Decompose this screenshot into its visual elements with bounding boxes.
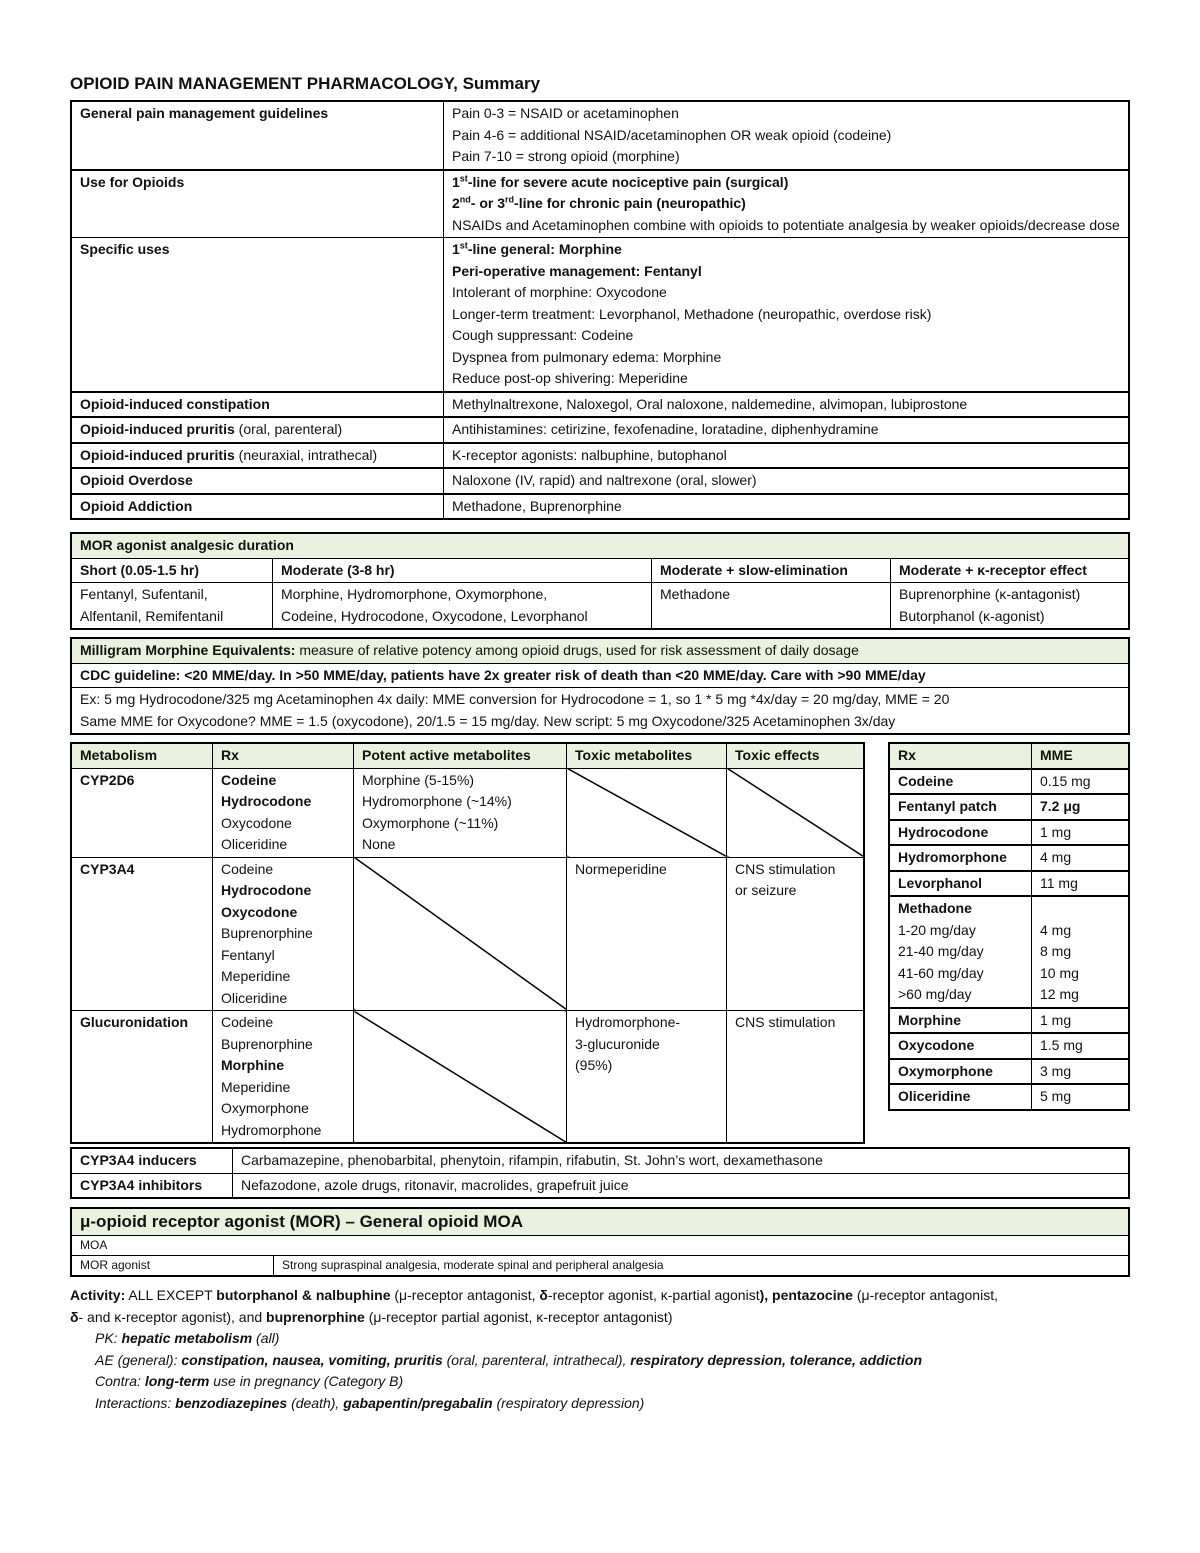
cyp3a4-value: Carbamazepine, phenobarbital, phenytoin, rifampin, rifabutin, St. John’s wort, dexamethasone (233, 1148, 1130, 1173)
rx-mme-header: MME (1032, 743, 1130, 769)
metabolism-header: Metabolism (71, 743, 213, 768)
guideline-value: Methadone, Buprenorphine (444, 494, 1130, 520)
guideline-label: Opioid-induced pruritis (neuraxial, intrathecal) (71, 443, 444, 469)
rx-mme: 1 mg (1032, 820, 1130, 846)
metabolism-table (70, 742, 865, 1144)
rx-mme-methadone: 4 mg 8 mg 10 mg 12 mg (1032, 896, 1130, 1008)
moa-title: μ-opioid receptor agonist (MOR) – General opioid MOA (71, 1208, 1129, 1236)
mme-heading: Milligram Morphine Equivalents: measure of relative potency among opioid drugs, used for risk assessment of daily dosage (71, 638, 1129, 663)
page-title: OPIOID PAIN MANAGEMENT PHARMACOLOGY, Summary (70, 74, 541, 93)
rx-mme: 1.5 mg (1032, 1033, 1130, 1059)
moa-label: MOR agonist (71, 1256, 274, 1277)
rx-name: Levorphanol (889, 871, 1032, 897)
metabolism-rx: Codeine Buprenorphine Morphine Meperidine Oxymorphone Hydromorphone (213, 1011, 354, 1144)
empty-cell (354, 1011, 567, 1144)
guideline-value: 1st-line for severe acute nociceptive pain (surgical) 2nd- or 3rd-line for chronic pain (neuropathic) NSAIDs and Acetaminophen combine with opioids to potentiate analgesia by weaker opioids/decrease dose (444, 170, 1130, 238)
duration-cell: Fentanyl, Sufentanil, Alfentanil, Remifentanil (71, 583, 273, 630)
rx-name: Oliceridine (889, 1084, 1032, 1110)
rx-name: Oxymorphone (889, 1059, 1032, 1085)
metabolism-header: Toxic metabolites (567, 743, 727, 768)
rx-mme: 3 mg (1032, 1059, 1130, 1085)
guideline-value: Pain 0-3 = NSAID or acetaminophen Pain 4-6 = additional NSAID/acetaminophen OR weak opioid (codeine) Pain 7-10 = strong opioid (morphine) (444, 101, 1130, 170)
guideline-value: Antihistamines: cetirizine, fexofenadine, loratadine, diphenhydramine (444, 417, 1130, 443)
duration-header: Moderate + κ-receptor effect (891, 558, 1130, 583)
interactions-line: Interactions: benzodiazepines (death), gabapentin/pregabalin (respiratory depression) (95, 1394, 645, 1411)
rx-name: Hydromorphone (889, 845, 1032, 871)
activity-note: Activity: ALL EXCEPT butorphanol & nalbuphine (μ-receptor antagonist, δ-receptor agonist, κ-partial agonist), pentazocine (μ-receptor antagonist, δ- and κ-receptor agonist), and buprenorphine (μ-receptor partial agonist, κ-receptor antagonist) (70, 1287, 998, 1325)
cyp3a4-label: CYP3A4 inducers (71, 1148, 233, 1173)
metabolism-effects: CNS stimulation or seizure (727, 857, 865, 1011)
metabolism-header: Rx (213, 743, 354, 768)
mme-example: Ex: 5 mg Hydrocodone/325 mg Acetaminophen 4x daily: MME conversion for Hydrocodone = 1, so 1 * 5 mg *4x/day = 20 mg/day, MME = 20 Same MME for Oxycodone? MME = 1.5 (oxycodone), 20/1.5 = 15 mg/day. New script: 5 mg Oxycodone/325 Acetaminophen 3x/day (71, 688, 1129, 735)
rx-name-methadone: Methadone 1-20 mg/day 21-40 mg/day 41-60 mg/day >60 mg/day (889, 896, 1032, 1008)
duration-table (70, 532, 1130, 630)
rx-name: Codeine (889, 769, 1032, 795)
metabolism-name: Glucuronidation (71, 1011, 213, 1144)
rx-name: Oxycodone (889, 1033, 1032, 1059)
rx-mme: 11 mg (1032, 871, 1130, 897)
rx-mme: 1 mg (1032, 1008, 1130, 1034)
guideline-label: Opioid Overdose (71, 468, 444, 494)
moa-table (70, 1207, 1130, 1277)
duration-header: Moderate + slow-elimination (652, 558, 891, 583)
details-note (95, 1328, 1165, 1414)
rx-mme-header: Rx (889, 743, 1032, 769)
metabolism-header: Toxic effects (727, 743, 865, 768)
metabolism-toxic: Normeperidine (567, 857, 727, 1011)
pk-line: PK: hepatic metabolism (all) (95, 1330, 280, 1346)
rx-name: Hydrocodone (889, 820, 1032, 846)
metabolism-effects: CNS stimulation (727, 1011, 865, 1144)
cyp3a4-label: CYP3A4 inhibitors (71, 1173, 233, 1198)
contra-line: Contra: long-term use in pregnancy (Category B) (95, 1373, 404, 1389)
duration-header: Moderate (3-8 hr) (273, 558, 652, 583)
cyp3a4-value: Nefazodone, azole drugs, ritonavir, macrolides, grapefruit juice (233, 1173, 1130, 1198)
guideline-label: Opioid-induced pruritis (oral, parenteral) (71, 417, 444, 443)
guideline-label: Opioid Addiction (71, 494, 444, 520)
rx-name: Morphine (889, 1008, 1032, 1034)
metabolism-toxic: Hydromorphone- 3-glucuronide (95%) (567, 1011, 727, 1144)
guidelines-table (70, 100, 1130, 520)
rx-mme: 7.2 μg (1032, 794, 1130, 820)
metabolism-name: CYP2D6 (71, 768, 213, 857)
rx-mme: 4 mg (1032, 845, 1130, 871)
mme-table (70, 637, 1130, 735)
guideline-label: Use for Opioids (71, 170, 444, 238)
metabolism-active: Morphine (5-15%) Hydromorphone (~14%) Oxymorphone (~11%) None (354, 768, 567, 857)
duration-header: Short (0.05-1.5 hr) (71, 558, 273, 583)
metabolism-name: CYP3A4 (71, 857, 213, 1011)
rx-mme: 0.15 mg (1032, 769, 1130, 795)
moa-sub: MOA (71, 1236, 1129, 1256)
rx-mme: 5 mg (1032, 1084, 1130, 1110)
rx-mme-table (888, 742, 1130, 1111)
metabolism-header: Potent active metabolites (354, 743, 567, 768)
guideline-value: Methylnaltrexone, Naloxegol, Oral naloxone, naldemedine, alvimopan, lubiprostone (444, 392, 1130, 418)
metabolism-rx: Codeine Hydrocodone Oxycodone Oliceridine (213, 768, 354, 857)
rx-name: Fentanyl patch (889, 794, 1032, 820)
duration-cell: Morphine, Hydromorphone, Oxymorphone, Codeine, Hydrocodone, Oxycodone, Levorphanol (273, 583, 652, 630)
duration-cell: Methadone (652, 583, 891, 630)
guideline-label: Opioid-induced constipation (71, 392, 444, 418)
metabolism-rx: Codeine Hydrocodone Oxycodone Buprenorphine Fentanyl Meperidine Oliceridine (213, 857, 354, 1011)
guideline-label: Specific uses (71, 238, 444, 392)
guideline-value: K-receptor agonists: nalbuphine, butophanol (444, 443, 1130, 469)
mme-cdc: CDC guideline: <20 MME/day. In >50 MME/day, patients have 2x greater risk of death than <20 MME/day. Care with >90 MME/day (71, 663, 1129, 688)
moa-value: Strong supraspinal analgesia, moderate spinal and peripheral analgesia (274, 1256, 1130, 1277)
guideline-label: General pain management guidelines (71, 101, 444, 170)
duration-title: MOR agonist analgesic duration (71, 533, 1129, 558)
empty-cell (727, 768, 865, 857)
ae-line: AE (general): constipation, nausea, vomiting, pruritis (oral, parenteral, intrathecal), respiratory depression, tolerance, addiction (95, 1351, 923, 1368)
duration-cell: Buprenorphine (κ-antagonist) Butorphanol (κ-agonist) (891, 583, 1130, 630)
guideline-value: 1st-line general: Morphine Peri-operative management: Fentanyl Intolerant of morphine: Oxycodone Longer-term treatment: Levorphanol, Methadone (neuropathic, overdose risk) Cough suppressant: Codeine Dyspnea from pulmonary edema: Morphine Reduce post-op shivering: Meperidine (444, 238, 1130, 392)
cyp3a4-table (70, 1147, 1130, 1199)
guideline-value: Naloxone (IV, rapid) and naltrexone (oral, slower) (444, 468, 1130, 494)
empty-cell (567, 768, 727, 857)
empty-cell (354, 857, 567, 1011)
